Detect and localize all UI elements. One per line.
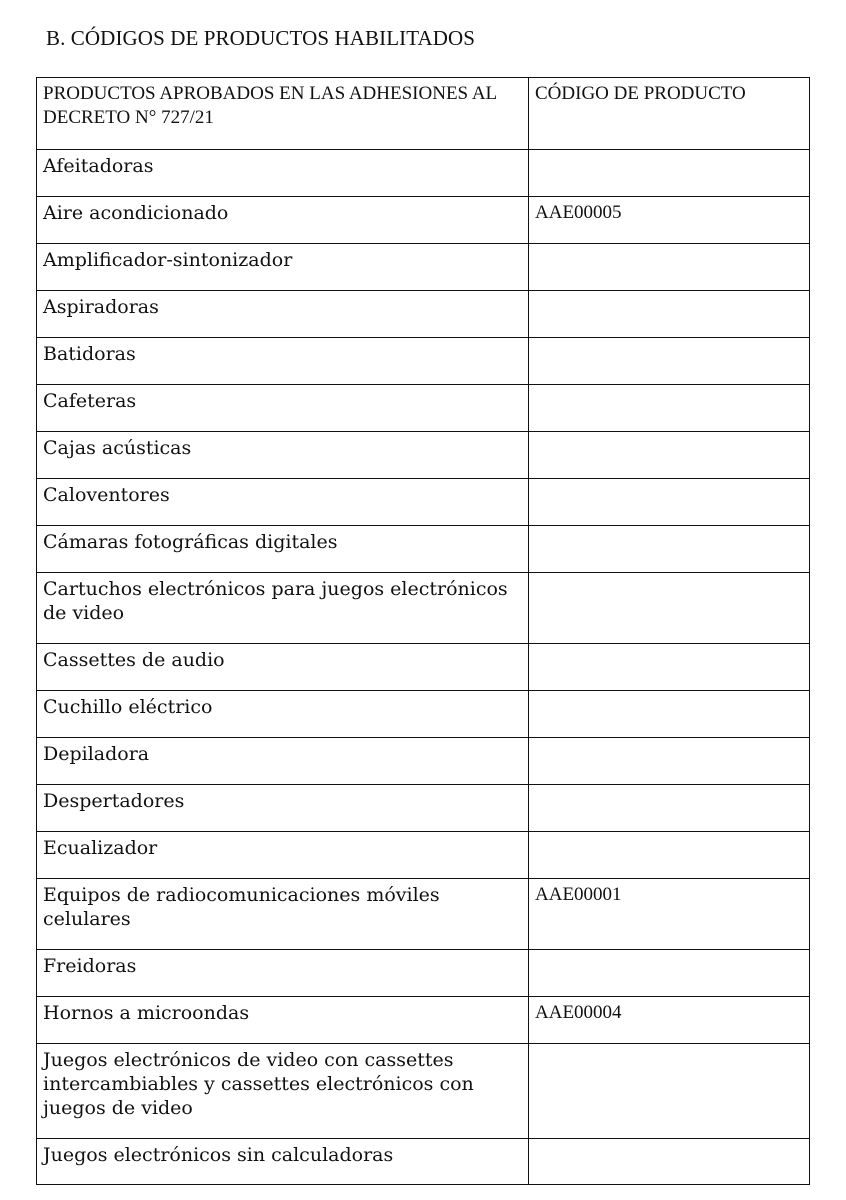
table-row bbox=[37, 785, 810, 832]
products-table bbox=[36, 77, 810, 1185]
product-cell: Cassettes de audio bbox=[37, 644, 529, 691]
table-row bbox=[37, 526, 810, 573]
table-row bbox=[37, 950, 810, 997]
table-row bbox=[37, 479, 810, 526]
product-cell: Cartuchos electrónicos para juegos electrónicos de video bbox=[37, 573, 529, 644]
code-cell bbox=[529, 950, 810, 997]
product-cell: Batidoras bbox=[37, 338, 529, 385]
product-cell: Freidoras bbox=[37, 950, 529, 997]
table-row bbox=[37, 573, 810, 644]
code-cell bbox=[529, 244, 810, 291]
table-row bbox=[37, 691, 810, 738]
product-cell: Aire acondicionado bbox=[37, 197, 529, 244]
table-row bbox=[37, 432, 810, 479]
code-cell bbox=[529, 738, 810, 785]
product-cell: Hornos a microondas bbox=[37, 997, 529, 1044]
product-cell: Amplificador-sintonizador bbox=[37, 244, 529, 291]
table-row bbox=[37, 197, 810, 244]
code-cell bbox=[529, 338, 810, 385]
code-cell bbox=[529, 1044, 810, 1139]
code-cell bbox=[529, 1139, 810, 1185]
table-row bbox=[37, 832, 810, 879]
product-cell: Cajas acústicas bbox=[37, 432, 529, 479]
header-code: CÓDIGO DE PRODUCTO bbox=[529, 78, 810, 150]
product-cell: Caloventores bbox=[37, 479, 529, 526]
code-cell: AAE00001 bbox=[529, 879, 810, 950]
section-title: B. CÓDIGOS DE PRODUCTOS HABILITADOS bbox=[46, 26, 476, 50]
table-row bbox=[37, 338, 810, 385]
header-product: PRODUCTOS APROBADOS EN LAS ADHESIONES AL DECRETO N° 727/21 bbox=[37, 78, 529, 150]
code-cell: AAE00004 bbox=[529, 997, 810, 1044]
product-cell: Juegos electrónicos sin calculadoras bbox=[37, 1139, 529, 1185]
table-row bbox=[37, 644, 810, 691]
code-cell bbox=[529, 291, 810, 338]
table-row bbox=[37, 1139, 810, 1185]
code-cell bbox=[529, 832, 810, 879]
product-cell: Depiladora bbox=[37, 738, 529, 785]
product-cell: Afeitadoras bbox=[37, 150, 529, 197]
table-row bbox=[37, 1044, 810, 1139]
product-cell: Cuchillo eléctrico bbox=[37, 691, 529, 738]
product-cell: Cafeteras bbox=[37, 385, 529, 432]
code-cell bbox=[529, 573, 810, 644]
product-cell: Cámaras fotográficas digitales bbox=[37, 526, 529, 573]
table-row bbox=[37, 385, 810, 432]
product-cell: Juegos electrónicos de video con cassettes intercambiables y cassettes electrónicos con juegos de video bbox=[37, 1044, 529, 1139]
code-cell bbox=[529, 432, 810, 479]
table-row bbox=[37, 244, 810, 291]
code-cell bbox=[529, 385, 810, 432]
code-cell: AAE00005 bbox=[529, 197, 810, 244]
table-row bbox=[37, 879, 810, 950]
product-cell: Aspiradoras bbox=[37, 291, 529, 338]
product-cell: Despertadores bbox=[37, 785, 529, 832]
code-cell bbox=[529, 479, 810, 526]
code-cell bbox=[529, 644, 810, 691]
table-header-row bbox=[37, 78, 810, 150]
code-cell bbox=[529, 150, 810, 197]
product-cell: Ecualizador bbox=[37, 832, 529, 879]
code-cell bbox=[529, 691, 810, 738]
table-row bbox=[37, 291, 810, 338]
table-row bbox=[37, 997, 810, 1044]
product-cell: Equipos de radiocomunicaciones móviles celulares bbox=[37, 879, 529, 950]
table-row bbox=[37, 150, 810, 197]
code-cell bbox=[529, 785, 810, 832]
table-row bbox=[37, 738, 810, 785]
code-cell bbox=[529, 526, 810, 573]
